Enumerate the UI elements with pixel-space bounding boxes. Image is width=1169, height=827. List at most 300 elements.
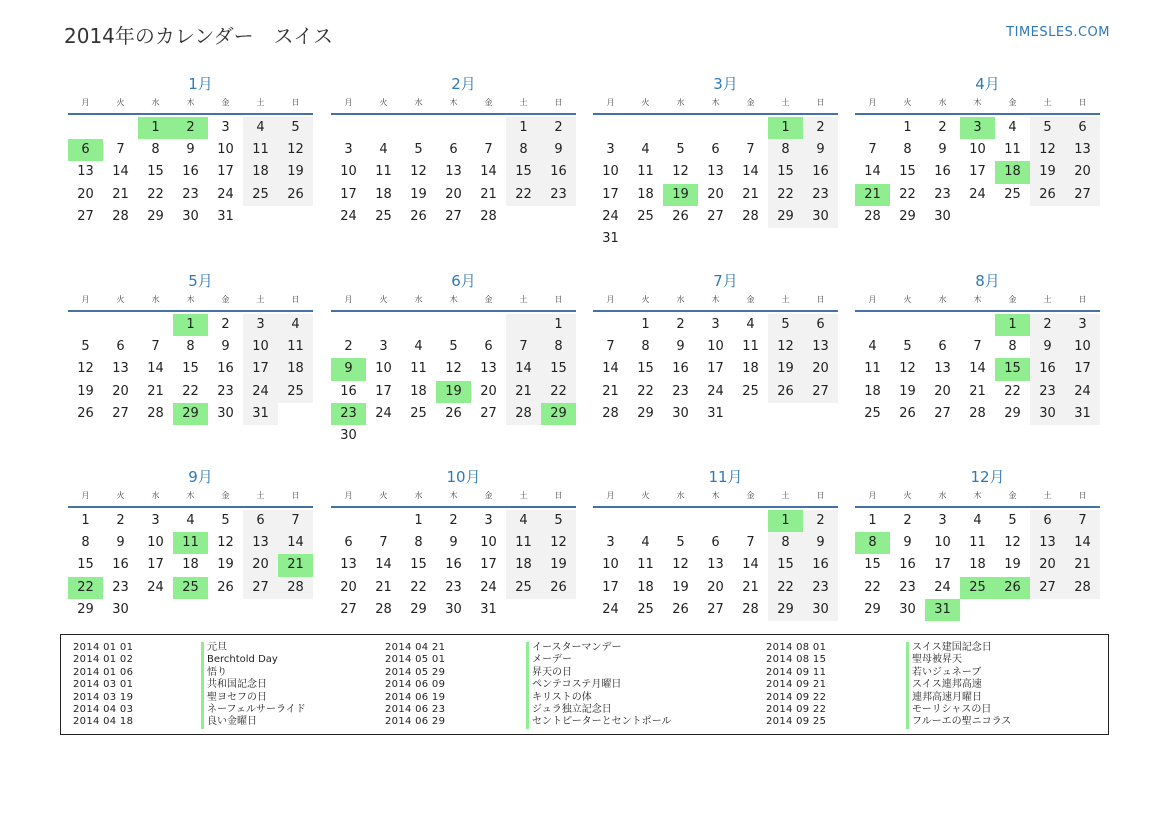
day-cell: 9 [938, 142, 947, 158]
holiday-date: 2014 09 22 [766, 703, 827, 715]
day-cell: 22 [768, 577, 803, 599]
weekday-label: 月 [606, 491, 615, 500]
empty-cell [628, 510, 663, 532]
day-cell: 31 [1065, 403, 1100, 425]
day-cell: 6 [1030, 510, 1065, 532]
page-title: 2014年のカレンダー スイス [64, 24, 333, 48]
day-cell: 14 [375, 557, 392, 573]
holiday-list [60, 634, 1109, 735]
day-cell: 31 [243, 403, 278, 425]
day-cell: 4 [1008, 120, 1017, 135]
holiday-date: 2014 01 02 [73, 654, 134, 666]
day-cell: 12 [768, 336, 803, 358]
day-cell: 25 [506, 577, 541, 599]
day-cell: 1 [768, 117, 803, 139]
holiday-date: 2014 09 11 [766, 666, 827, 678]
empty-cell [960, 599, 995, 621]
month-block [593, 466, 838, 621]
holiday-name: セントピーターとセントポール [532, 716, 672, 728]
weekday-label: 土 [256, 295, 265, 304]
day-cell: 11 [637, 557, 654, 573]
divider [593, 310, 838, 312]
empty-cell [1065, 206, 1100, 228]
day-grid [855, 314, 1100, 425]
empty-cell [803, 228, 838, 250]
divider [331, 506, 576, 508]
day-cell: 24 [1065, 381, 1100, 403]
day-cell: 25 [375, 208, 392, 224]
day-cell: 18 [969, 557, 986, 573]
day-cell: 16 [1030, 358, 1065, 380]
day-cell: 19 [663, 184, 698, 206]
day-cell: 8 [903, 142, 912, 158]
weekday-label: 金 [484, 491, 493, 500]
day-cell: 14 [1065, 532, 1100, 554]
holiday-dates-column [73, 642, 133, 729]
empty-cell [278, 206, 313, 228]
day-cell: 31 [217, 208, 234, 224]
day-cell: 4 [414, 339, 423, 355]
day-cell: 3 [379, 339, 388, 355]
empty-cell [733, 403, 768, 425]
day-cell: 21 [1065, 554, 1100, 576]
month-title: 5月 [188, 272, 213, 290]
divider [68, 113, 313, 115]
day-cell: 23 [331, 403, 366, 425]
empty-cell [593, 510, 628, 532]
weekday-label: 木 [449, 295, 458, 304]
day-cell: 10 [602, 557, 619, 573]
weekday-label: 日 [816, 295, 825, 304]
empty-cell [593, 314, 628, 336]
day-cell: 28 [742, 601, 759, 617]
day-cell: 13 [1065, 139, 1100, 161]
day-cell: 13 [243, 532, 278, 554]
day-cell: 13 [340, 557, 357, 573]
day-cell: 22 [1004, 383, 1021, 399]
holiday-name: モーリシャスの日 [912, 703, 992, 715]
day-cell: 27 [340, 601, 357, 617]
weekday-label: 土 [519, 98, 528, 107]
day-cell: 1 [173, 314, 208, 336]
day-cell: 25 [1004, 186, 1021, 202]
day-cell: 13 [480, 361, 497, 377]
day-cell: 6 [711, 535, 720, 551]
holiday-name: スイス連邦高速 [912, 679, 982, 691]
weekday-label: 土 [519, 491, 528, 500]
weekday-label: 月 [81, 98, 90, 107]
day-cell: 9 [803, 532, 838, 554]
day-cell: 14 [742, 164, 759, 180]
day-cell: 16 [340, 383, 357, 399]
empty-cell [663, 228, 698, 250]
weekday-label: 日 [1078, 98, 1087, 107]
empty-cell [663, 510, 698, 532]
day-cell: 10 [602, 164, 619, 180]
day-cell: 25 [637, 601, 654, 617]
day-cell: 11 [278, 336, 313, 358]
month-block [331, 270, 576, 447]
day-cell: 14 [742, 557, 759, 573]
weekday-label: 月 [868, 295, 877, 304]
day-cell: 18 [995, 161, 1030, 183]
day-cell: 18 [410, 383, 427, 399]
day-cell: 10 [340, 164, 357, 180]
weekday-label: 月 [344, 98, 353, 107]
month-title: 7月 [713, 272, 738, 290]
day-cell: 27 [77, 208, 94, 224]
day-cell: 12 [1030, 139, 1065, 161]
day-cell: 17 [217, 164, 234, 180]
day-cell: 15 [77, 557, 94, 573]
day-grid [593, 117, 838, 250]
day-cell: 7 [379, 535, 388, 551]
day-cell: 26 [1030, 184, 1065, 206]
empty-cell [925, 314, 960, 336]
weekday-label: 金 [221, 295, 230, 304]
day-cell: 8 [81, 535, 90, 551]
day-cell: 9 [116, 535, 125, 551]
day-grid [855, 510, 1100, 621]
day-cell: 1 [903, 120, 912, 135]
day-cell: 26 [77, 405, 94, 421]
day-cell: 3 [243, 314, 278, 336]
day-cell: 2 [1030, 314, 1065, 336]
holiday-names-column [526, 642, 671, 729]
day-cell: 28 [480, 208, 497, 224]
empty-cell [243, 206, 278, 228]
day-cell: 16 [803, 554, 838, 576]
empty-cell [1065, 599, 1100, 621]
day-cell: 17 [969, 164, 986, 180]
day-cell: 2 [938, 120, 947, 135]
empty-cell [138, 314, 173, 336]
day-cell: 5 [221, 513, 230, 528]
empty-cell [663, 117, 698, 139]
day-cell: 29 [1004, 405, 1021, 421]
day-cell: 11 [243, 139, 278, 161]
day-cell: 16 [217, 361, 234, 377]
day-cell: 29 [864, 601, 881, 617]
day-cell: 31 [602, 230, 619, 246]
day-cell: 12 [672, 164, 689, 180]
day-cell: 30 [445, 601, 462, 617]
day-cell: 9 [331, 358, 366, 380]
day-cell: 25 [173, 577, 208, 599]
day-cell: 14 [602, 361, 619, 377]
weekday-label: 土 [1043, 295, 1052, 304]
day-cell: 3 [938, 513, 947, 528]
day-cell: 27 [1030, 577, 1065, 599]
day-cell: 24 [217, 186, 234, 202]
day-cell: 1 [995, 314, 1030, 336]
day-cell: 9 [186, 142, 195, 158]
day-cell: 15 [768, 161, 803, 183]
day-cell: 12 [410, 164, 427, 180]
day-cell: 18 [742, 361, 759, 377]
day-cell: 28 [742, 208, 759, 224]
weekday-label: 月 [868, 491, 877, 500]
day-cell: 7 [116, 142, 125, 158]
day-cell: 26 [768, 381, 803, 403]
holiday-name: 良い金曜日 [207, 716, 257, 728]
weekday-label: 月 [606, 295, 615, 304]
holiday-date: 2014 03 01 [73, 679, 134, 691]
empty-cell [698, 117, 733, 139]
weekday-label: 土 [256, 491, 265, 500]
weekday-header [331, 292, 576, 308]
day-cell: 13 [934, 361, 951, 377]
holiday-name: フルーエの聖ニコラス [912, 716, 1012, 728]
day-grid [593, 314, 838, 425]
day-cell: 7 [973, 339, 982, 355]
day-cell: 9 [803, 139, 838, 161]
day-cell: 22 [147, 186, 164, 202]
day-cell: 27 [707, 601, 724, 617]
day-cell: 29 [173, 403, 208, 425]
day-cell: 5 [541, 510, 576, 532]
day-cell: 8 [641, 339, 650, 355]
month-block [855, 73, 1100, 228]
weekday-label: 火 [379, 98, 388, 107]
empty-cell [278, 599, 313, 621]
weekday-label: 木 [973, 491, 982, 500]
weekday-label: 土 [256, 98, 265, 107]
day-cell: 16 [899, 557, 916, 573]
day-cell: 13 [707, 557, 724, 573]
day-cell: 10 [243, 336, 278, 358]
day-cell: 28 [602, 405, 619, 421]
day-cell: 13 [77, 164, 94, 180]
day-cell: 25 [278, 381, 313, 403]
weekday-header [855, 488, 1100, 504]
holiday-name: 元旦 [207, 642, 227, 653]
day-cell: 22 [541, 381, 576, 403]
month-title: 4月 [975, 75, 1000, 93]
day-cell: 24 [602, 601, 619, 617]
weekday-label: 水 [151, 98, 160, 107]
weekday-label: 土 [781, 295, 790, 304]
day-cell: 19 [77, 383, 94, 399]
day-cell: 10 [217, 142, 234, 158]
day-cell: 5 [903, 339, 912, 355]
day-cell: 3 [151, 513, 160, 528]
month-block [593, 270, 838, 425]
day-cell: 18 [506, 554, 541, 576]
day-cell: 14 [969, 361, 986, 377]
day-cell: 3 [606, 535, 615, 551]
empty-cell [960, 206, 995, 228]
weekday-label: 金 [746, 491, 755, 500]
day-cell: 6 [116, 339, 125, 355]
holiday-date: 2014 03 19 [73, 691, 134, 703]
day-cell: 17 [340, 186, 357, 202]
day-cell: 18 [243, 161, 278, 183]
day-cell: 18 [182, 557, 199, 573]
day-cell: 24 [602, 208, 619, 224]
empty-cell [593, 117, 628, 139]
holiday-names-column [906, 642, 1011, 729]
day-cell: 30 [934, 208, 951, 224]
weekday-label: 金 [221, 491, 230, 500]
holiday-name: ネーフェルサーライド [207, 703, 306, 715]
day-cell: 10 [1065, 336, 1100, 358]
day-cell: 5 [676, 142, 685, 158]
weekday-label: 水 [414, 491, 423, 500]
day-cell: 29 [768, 206, 803, 228]
day-cell: 2 [116, 513, 125, 528]
day-cell: 19 [768, 358, 803, 380]
month-block [68, 466, 313, 621]
day-cell: 31 [707, 405, 724, 421]
weekday-label: 土 [781, 98, 790, 107]
weekday-label: 火 [116, 295, 125, 304]
holiday-date: 2014 05 29 [385, 666, 446, 678]
divider [855, 506, 1100, 508]
divider [855, 113, 1100, 115]
day-cell: 26 [995, 577, 1030, 599]
month-title: 8月 [975, 272, 1000, 290]
holiday-date: 2014 09 21 [766, 679, 827, 691]
day-cell: 9 [221, 339, 230, 355]
day-cell: 20 [340, 579, 357, 595]
day-cell: 1 [81, 513, 90, 528]
day-cell: 8 [151, 142, 160, 158]
day-cell: 26 [541, 577, 576, 599]
holiday-name: 昇天の日 [532, 666, 572, 678]
day-cell: 24 [969, 186, 986, 202]
day-cell: 24 [375, 405, 392, 421]
day-grid [855, 117, 1100, 228]
weekday-label: 日 [291, 295, 300, 304]
day-cell: 11 [742, 339, 759, 355]
day-cell: 29 [768, 599, 803, 621]
day-cell: 2 [221, 317, 230, 332]
day-cell: 27 [707, 208, 724, 224]
weekday-label: 日 [816, 98, 825, 107]
day-cell: 17 [602, 579, 619, 595]
day-cell: 3 [606, 142, 615, 158]
month-title: 9月 [188, 468, 213, 486]
day-cell: 23 [182, 186, 199, 202]
day-cell: 27 [112, 405, 129, 421]
day-cell: 2 [344, 339, 353, 355]
holiday-dates-column [385, 642, 445, 729]
empty-cell [401, 425, 436, 447]
day-cell: 22 [768, 184, 803, 206]
holiday-name: 共和国記念日 [207, 679, 267, 691]
day-cell: 24 [243, 381, 278, 403]
day-cell: 23 [803, 577, 838, 599]
day-cell: 27 [1065, 184, 1100, 206]
day-cell: 9 [541, 139, 576, 161]
weekday-label: 月 [344, 295, 353, 304]
day-grid [593, 510, 838, 621]
day-cell: 14 [112, 164, 129, 180]
day-cell: 27 [934, 405, 951, 421]
day-cell: 13 [707, 164, 724, 180]
day-cell: 6 [344, 535, 353, 551]
day-cell: 8 [1008, 339, 1017, 355]
empty-cell [733, 117, 768, 139]
day-cell: 29 [637, 405, 654, 421]
day-cell: 3 [960, 117, 995, 139]
day-cell: 28 [506, 403, 541, 425]
weekday-label: 木 [449, 491, 458, 500]
holiday-name: キリストの体 [532, 691, 592, 703]
weekday-label: 火 [641, 98, 650, 107]
empty-cell [401, 314, 436, 336]
day-cell: 17 [602, 186, 619, 202]
weekday-label: 水 [676, 491, 685, 500]
day-cell: 14 [506, 358, 541, 380]
day-cell: 29 [541, 403, 576, 425]
empty-cell [995, 599, 1030, 621]
day-cell: 8 [541, 336, 576, 358]
day-cell: 8 [768, 532, 803, 554]
weekday-label: 日 [554, 98, 563, 107]
day-cell: 14 [278, 532, 313, 554]
empty-cell [401, 117, 436, 139]
day-cell: 28 [278, 577, 313, 599]
day-cell: 15 [768, 554, 803, 576]
day-cell: 31 [925, 599, 960, 621]
day-cell: 22 [410, 579, 427, 595]
holiday-date: 2014 09 22 [766, 691, 827, 703]
weekday-label: 火 [641, 295, 650, 304]
day-cell: 4 [868, 339, 877, 355]
day-cell: 11 [864, 361, 881, 377]
day-grid [68, 510, 313, 621]
day-grid [331, 314, 576, 447]
weekday-label: 火 [903, 491, 912, 500]
day-cell: 18 [637, 579, 654, 595]
weekday-header [593, 292, 838, 308]
day-cell: 26 [445, 405, 462, 421]
weekday-label: 木 [973, 98, 982, 107]
empty-cell [436, 314, 471, 336]
day-cell: 6 [938, 339, 947, 355]
holiday-dates-column [766, 642, 826, 729]
day-cell: 8 [506, 139, 541, 161]
day-cell: 25 [243, 184, 278, 206]
weekday-label: 月 [81, 295, 90, 304]
day-cell: 10 [934, 535, 951, 551]
weekday-label: 金 [746, 295, 755, 304]
divider [68, 310, 313, 312]
empty-cell [331, 117, 366, 139]
empty-cell [103, 117, 138, 139]
day-cell: 19 [1030, 161, 1065, 183]
day-cell: 15 [147, 164, 164, 180]
day-cell: 21 [480, 186, 497, 202]
weekday-label: 木 [186, 491, 195, 500]
day-cell: 19 [1004, 557, 1021, 573]
weekday-label: 日 [291, 491, 300, 500]
weekday-label: 木 [711, 98, 720, 107]
day-cell: 10 [147, 535, 164, 551]
weekday-label: 月 [606, 98, 615, 107]
weekday-label: 金 [484, 295, 493, 304]
weekday-label: 土 [781, 491, 790, 500]
day-cell: 10 [480, 535, 497, 551]
empty-cell [995, 206, 1030, 228]
weekday-header [855, 292, 1100, 308]
day-cell: 10 [969, 142, 986, 158]
day-cell: 4 [641, 535, 650, 551]
day-cell: 30 [340, 427, 357, 443]
month-block [855, 270, 1100, 425]
